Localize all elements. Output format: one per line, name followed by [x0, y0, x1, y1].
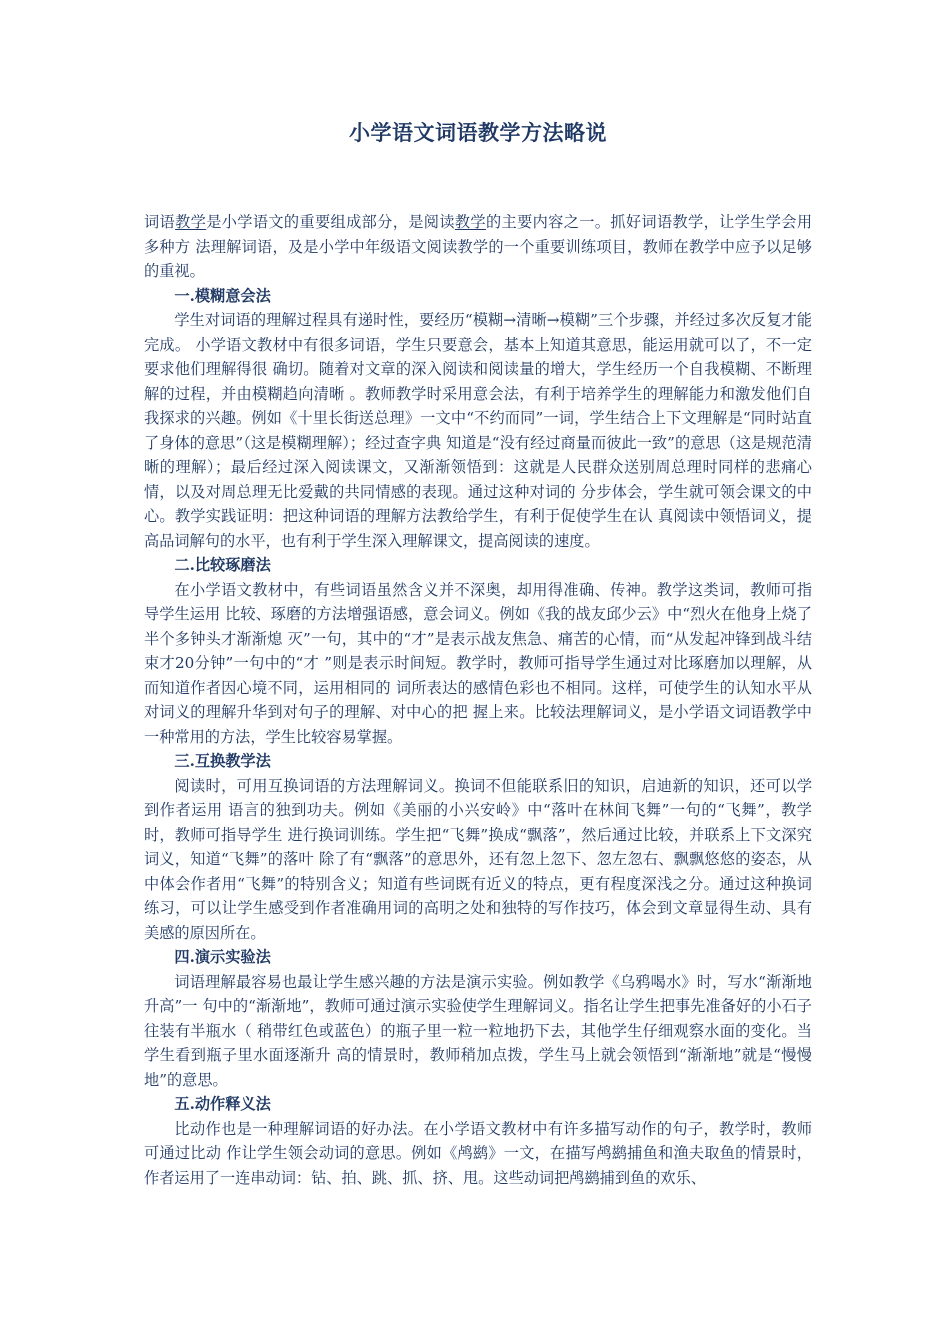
section-heading-1: 一.模糊意会法 — [174, 286, 271, 305]
section-body-4: 词语理解最容易也最让学生感兴趣的方法是演示实验。例如教学《乌鸦喝水》时，写水“渐渐地升高”一 句中的“渐渐地”，教师可通过演示实验使学生理解词义。指名让学生把事先准备好的小石子往装有半瓶水（ 稍带红色或蓝色）的瓶子里一粒一粒地扔下去，其他学生仔细观察水面的变化。当学生看到瓶子里水面逐渐升 高的情景时，教师稍加点拨，学生马上就会领悟到“渐渐地”就是“慢慢地”的意思。 — [144, 972, 812, 1089]
section-body-5: 比动作也是一种理解词语的好办法。在小学语文教材中有许多描写动作的句子，教学时，教师可通过比动 作让学生领会动词的意思。例如《鸬鹚》一文，在描写鸬鹚捕鱼和渔夫取鱼的情景时，作者运用了一连串动词：钻、拍、跳、抓、挤、甩。这些动词把鸬鹚捕到鱼的欢乐、 — [144, 1119, 812, 1187]
section-body-3: 阅读时，可用互换词语的方法理解词义。换词不但能联系旧的知识，启迪新的知识，还可以学到作者运用 语言的独到功夫。例如《美丽的小兴安岭》中“落叶在林间飞舞”一句的“飞舞”，教学时，教师可指导学生 进行换词训练。学生把“飞舞”换成“飘落”，然后通过比较，并联系上下文深究词义，知道“飞舞”的落叶 除了有“飘落”的意思外，还有忽上忽下、忽左忽右、飘飘悠悠的姿态，从中体会作者用“飞舞”的特别含义；知道有些词既有近义的特点，更有程度深浅之分。通过这种换词练习，可以让学生感受到作者准确用词的高明之处和独特的写作技巧，体会到文章显得生动、具有美感的原因所在。 — [144, 776, 812, 942]
teaching-link-1[interactable]: 教学 — [175, 213, 207, 231]
section-body-1: 学生对词语的理解过程具有递时性，要经历“模糊→清晰→模糊”三个步骤，并经过多次反复才能完成。 小学语文教材中有很多词语，学生只要意会，基本上知道其意思，能运用就可以了，不一定要求他们理解得很 确切。随着对文章的深入阅读和阅读量的增大，学生经历一个自我模糊、不断理解的过程，并由模糊趋向清晰 。教师教学时采用意会法，有利于培养学生的理解能力和激发他们自我探求的兴趣。例如《十里长街送总理》一文中“不约而同”一词，学生结合上下文理解是“同时站直了身体的意思”（这是模糊理解）；经过查字典 知道是“没有经过商量而彼此一致”的意思（这是规范清晰的理解）；最后经过深入阅读课文，又渐渐领悟到：这就是人民群众送别周总理时同样的悲痛心情，以及对周总理无比爱戴的共同情感的表现。通过这种对词的 分步体会，学生就可领会课文的中心。教学实践证明：把这种词语的理解方法教给学生，有利于促使学生在认 真阅读中领悟词义，提高品词解句的水平，也有利于学生深入理解课文，提高阅读的速度。 — [144, 311, 812, 550]
intro-text-3: 的主要内容之一。抓好词语教学，让学生学会用多种方 法理解词语，及是小学中年级语文阅读教学的一个重要训练项目，教师在教学中应予以足够的重视。 — [144, 213, 813, 280]
section-heading-3: 三.互换教学法 — [174, 752, 271, 770]
section-heading-2: 二.比较琢磨法 — [174, 556, 271, 574]
document-page — [144, 118, 812, 1190]
section-heading-5: 五.动作释义法 — [174, 1095, 271, 1113]
section-heading-4: 四.演示实验法 — [174, 948, 271, 966]
teaching-link-2[interactable]: 教学 — [454, 213, 486, 231]
intro-text-1: 词语 — [144, 213, 176, 231]
page-title: 小学语文词语教学方法略说 — [349, 120, 607, 145]
intro-text-2: 是小学语文的重要组成部分，是阅读 — [206, 213, 455, 231]
intro-paragraph — [144, 210, 812, 284]
section-body-2: 在小学语文教材中，有些词语虽然含义并不深奥，却用得准确、传神。教学这类词，教师可指导学生运用 比较、琢磨的方法增强语感，意会词义。例如《我的战友邱少云》中“烈火在他身上烧了半个多钟头才渐渐熄 灭”一句，其中的“才”是表示战友焦急、痛苦的心情，而“从发起冲锋到战斗结束才20分钟”一句中的“才 ”则是表示时间短。教学时，教师可指导学生通过对比琢磨加以理解，从而知道作者因心境不同，运用相同的 词所表达的感情色彩也不相同。这样，可使学生的认知水平从对词义的理解升华到对句子的理解、对中心的把 握上来。比较法理解词义，是小学语文词语教学中一种常用的方法，学生比较容易掌握。 — [144, 580, 812, 746]
